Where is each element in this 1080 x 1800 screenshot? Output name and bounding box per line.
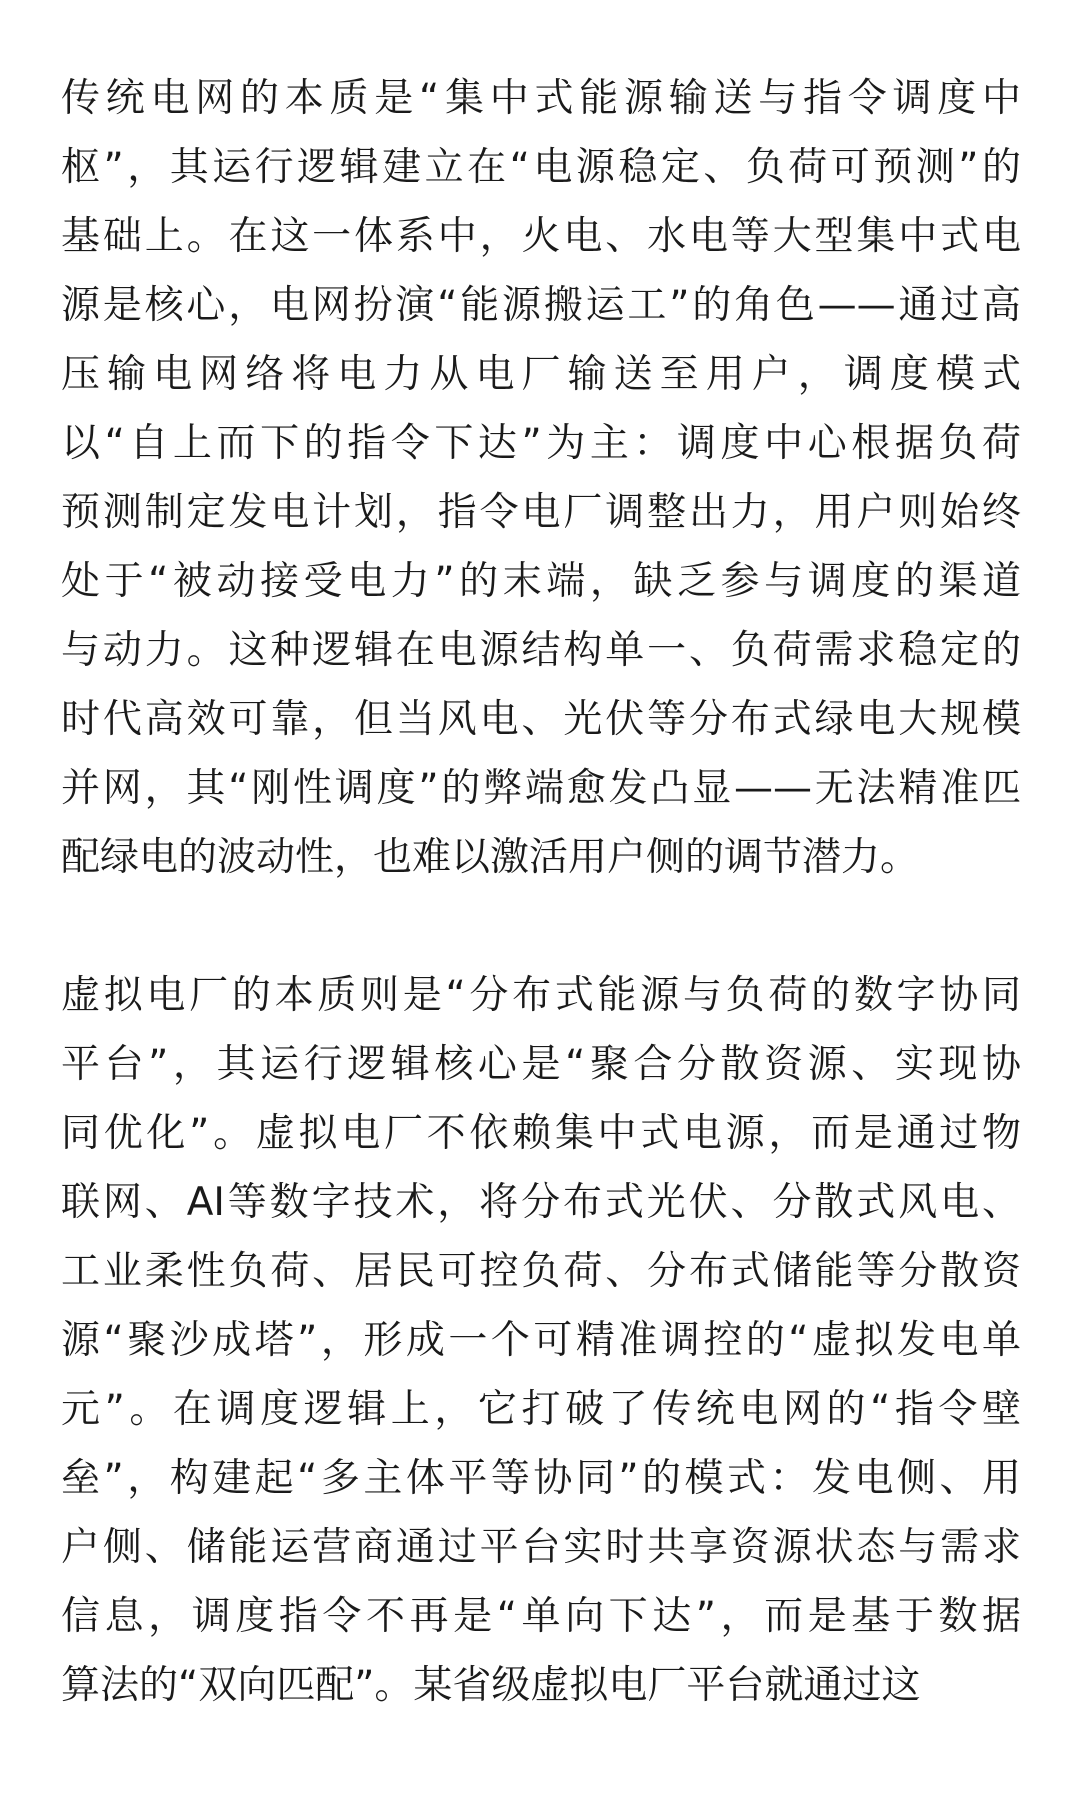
text-line: 户侧、储能运营商通过平台实时共享资源状态与需求 <box>61 1525 1021 1570</box>
text-line: 同优化”。虚拟电厂不依赖集中式电源，而是通过物 <box>61 1111 1021 1156</box>
paragraph-virtual-power-plant <box>61 961 1021 1720</box>
text-line: 工业柔性负荷、居民可控负荷、分布式储能等分散资 <box>61 1249 1021 1294</box>
text-line: 压输电网络将电力从电厂输送至用户，调度模式 <box>61 352 1021 397</box>
text-line: 预测制定发电计划，指令电厂调整出力，用户则始终 <box>61 490 1021 535</box>
text-line: 源是核心，电网扮演“能源搬运工”的角色——通过高 <box>61 283 1021 328</box>
text-line: 以“自上而下的指令下达”为主：调度中心根据负荷 <box>61 421 1021 466</box>
text-line: 与动力。这种逻辑在电源结构单一、负荷需求稳定的 <box>61 628 1021 673</box>
text-line: 联网、AI等数字技术，将分布式光伏、分散式风电、 <box>61 1180 1021 1225</box>
article-body <box>61 64 1021 1720</box>
text-line: 元”。在调度逻辑上，它打破了传统电网的“指令壁 <box>61 1387 1021 1432</box>
paragraph-traditional-grid <box>61 64 1021 892</box>
text-line: 虚拟电厂的本质则是“分布式能源与负荷的数字协同 <box>61 973 1021 1018</box>
text-line: 算法的“双向匹配”。某省级虚拟电厂平台就通过这 <box>61 1663 921 1708</box>
text-line: 基础上。在这一体系中，火电、水电等大型集中式电 <box>61 214 1021 259</box>
text-line: 源“聚沙成塔”，形成一个可精准调控的“虚拟发电单 <box>61 1318 1021 1363</box>
text-line: 并网，其“刚性调度”的弊端愈发凸显——无法精准匹 <box>61 766 1021 811</box>
text-line: 枢”，其运行逻辑建立在“电源稳定、负荷可预测”的 <box>61 145 1021 190</box>
text-line: 垒”，构建起“多主体平等协同”的模式：发电侧、用 <box>61 1456 1021 1501</box>
text-line: 配绿电的波动性，也难以激活用户侧的调节潜力。 <box>61 835 920 880</box>
text-line: 平台”，其运行逻辑核心是“聚合分散资源、实现协 <box>61 1042 1021 1087</box>
text-line: 传统电网的本质是“集中式能源输送与指令调度中 <box>61 76 1021 121</box>
text-line: 时代高效可靠，但当风电、光伏等分布式绿电大规模 <box>61 697 1021 742</box>
text-line: 处于“被动接受电力”的末端，缺乏参与调度的渠道 <box>61 559 1021 604</box>
text-line: 信息，调度指令不再是“单向下达”，而是基于数据 <box>61 1594 1021 1639</box>
